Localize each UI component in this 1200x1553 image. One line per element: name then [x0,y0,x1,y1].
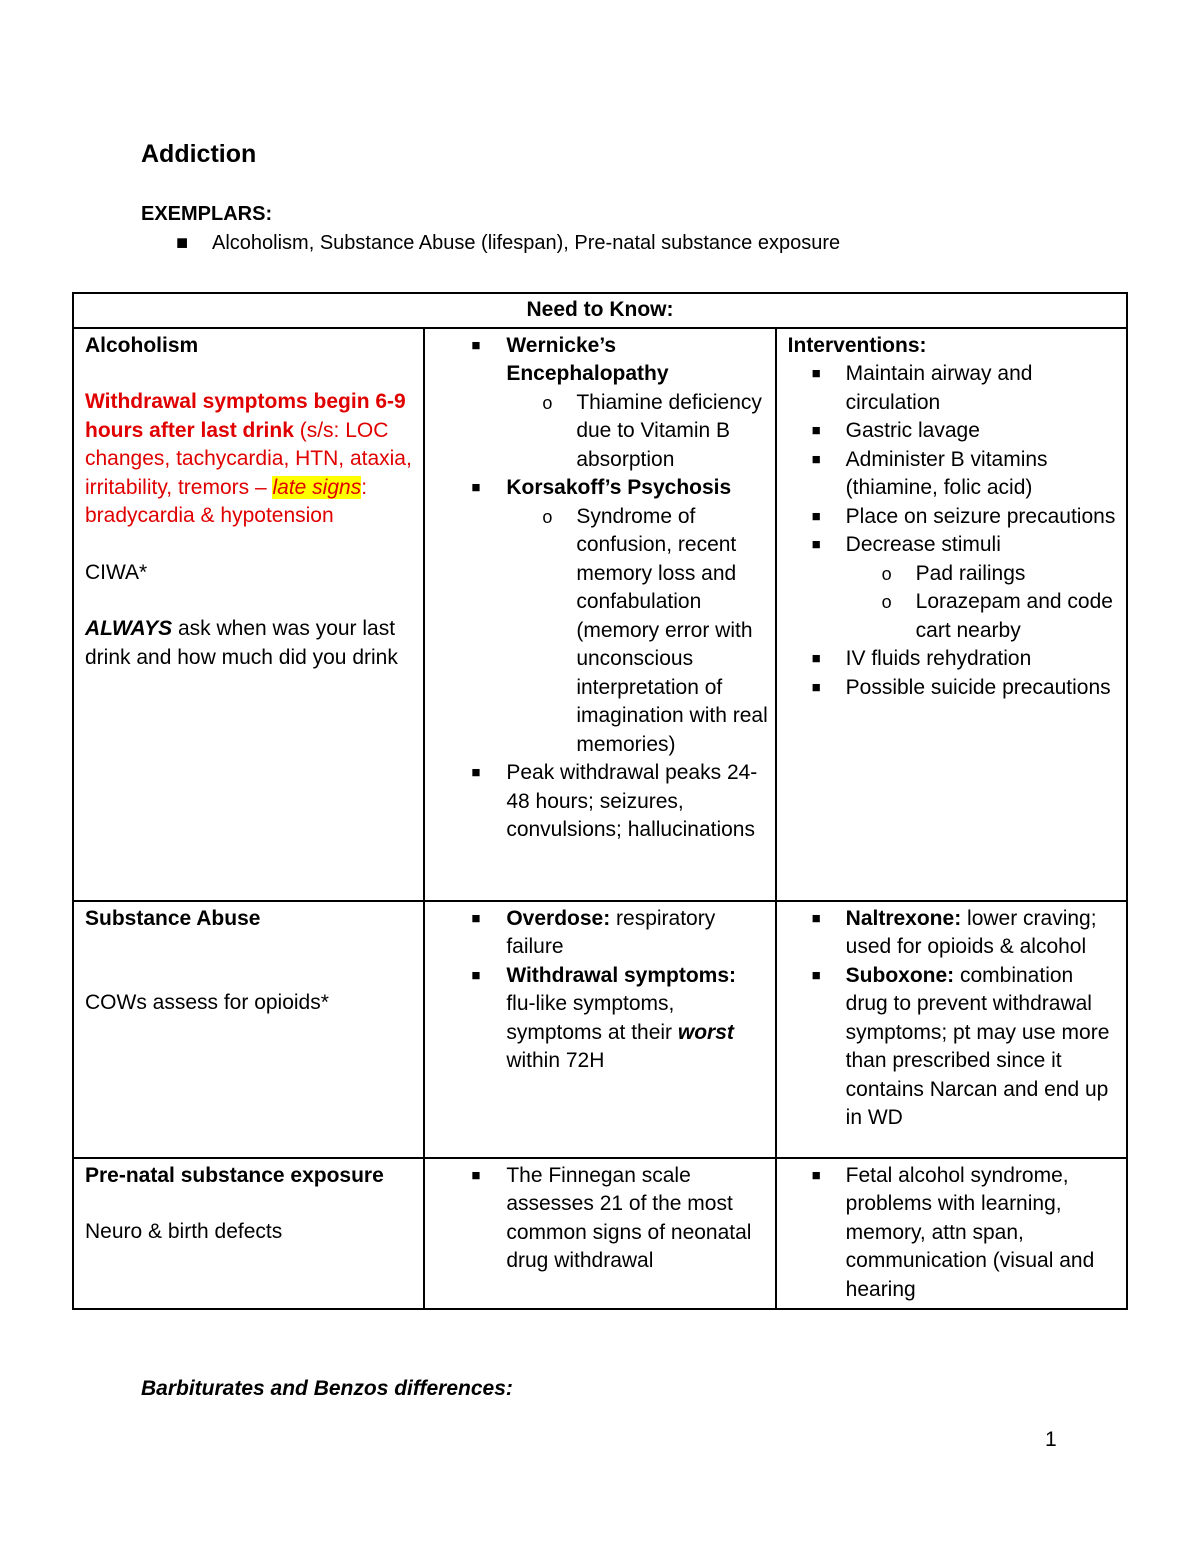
table-row-prenatal [73,1158,1127,1310]
list-item: o Pad railings [846,560,1120,589]
withdrawal-note [85,388,417,531]
list-item: ■ Peak withdrawal peaks 24-48 hours; seizures, convulsions; hallucinations [436,759,768,845]
list-item: ■ Place on seizure precautions [776,503,1120,532]
prenatal-cell [73,1158,424,1310]
wernicke-label: Wernicke’s Encephalopathy [506,333,669,385]
substance-abuse-heading: Substance Abuse [85,906,261,930]
cows-note: COWs assess for opioids* [85,991,329,1014]
alcoholism-heading: Alcoholism [85,333,199,357]
list-item [776,962,1120,1133]
worst-emphasis: worst [677,1020,734,1044]
list-item: ■ Fetal alcohol syndrome, problems with learning, memory, attn span, communication (visual and hearing [776,1162,1120,1305]
prenatal-heading: Pre-natal substance exposure [85,1163,384,1187]
alcoholism-complications-cell [424,328,775,901]
neuro-note: Neuro & birth defects [85,1220,283,1243]
always-rest: ask when was your last drink and how much did you drink [85,617,398,669]
square-bullet-icon: ■ [176,232,189,254]
list-item: o Syndrome of confusion, recent memory loss and confabulation (memory error with unconscious interpretation of imagination with real memories) [506,503,768,760]
substance-abuse-treatment-cell [776,901,1127,1158]
always-emphasis: ALWAYS [85,617,173,640]
list-item: ■ The Finnegan scale assesses 21 of the most common signs of neonatal drug withdrawal [436,1162,768,1276]
exemplars-list-item [176,232,840,255]
overdose-text: respiratory failure [506,906,716,958]
table-row-substance-abuse [73,901,1127,1158]
list-item: o Lorazepam and code cart nearby [846,588,1120,645]
alcoholism-cell [73,328,424,901]
list-item [436,962,768,1076]
need-to-know-table [72,292,1128,1310]
exemplars-label: EXEMPLARS: [141,203,273,225]
list-item: ■ Maintain airway and circulation [776,360,1120,417]
withdrawal-end: within 72H [506,1049,605,1072]
naltrexone-text: lower craving; used for opioids & alcohol [845,906,1097,958]
page-title: Addiction [141,140,257,168]
naltrexone-label: Naltrexone: [845,906,962,930]
list-item [436,905,768,962]
withdrawal-label: Withdrawal symptoms: [506,963,737,987]
always-ask-note [85,615,417,672]
list-item [436,332,768,475]
suboxone-label: Suboxone: [845,963,955,987]
substance-abuse-symptoms-cell [424,901,775,1158]
late-signs-highlight: late signs [272,475,362,499]
list-item: ■ Administer B vitamins (thiamine, folic acid) [776,446,1120,503]
withdrawal-bold: Withdrawal symptoms begin 6-9 hours after last drink [85,390,406,442]
table-row-alcoholism [73,328,1127,901]
list-item [776,531,1120,645]
withdrawal-text: flu-like symptoms, symptoms at their [506,992,678,1044]
table-header: Need to Know: [73,293,1127,328]
list-item [776,905,1120,962]
decrease-stimuli-label: Decrease stimuli [845,533,1001,556]
suboxone-text: combination drug to prevent withdrawal symptoms; pt may use more than prescribed since it contains Narcan and end up in WD [845,963,1110,1129]
late-signs-rest: : bradycardia & hypotension [85,475,368,527]
list-item: ■ Gastric lavage [776,417,1120,446]
ciwa-note: CIWA* [85,560,148,584]
list-item: ■ Possible suicide precautions [776,674,1120,703]
substance-abuse-cell [73,901,424,1158]
interventions-cell [776,328,1127,901]
prenatal-effects-cell [776,1158,1127,1310]
exemplars-text: Alcoholism, Substance Abuse (lifespan), Pre-natal substance exposure [212,232,841,254]
list-item [436,474,768,759]
interventions-heading: Interventions: [787,333,927,357]
korsakoff-label: Korsakoff’s Psychosis [506,476,732,499]
withdrawal-rest: (s/s: LOC changes, tachycardia, HTN, ataxia, irritability, tremors – [85,418,412,499]
overdose-label: Overdose: [506,906,611,930]
prenatal-finnegan-cell [424,1158,775,1310]
list-item: o Thiamine deficiency due to Vitamin B absorption [506,389,768,475]
barbiturates-heading: Barbiturates and Benzos differences: [141,1377,513,1400]
page-number: 1 [1045,1428,1057,1451]
list-item: ■ IV fluids rehydration [776,645,1120,674]
